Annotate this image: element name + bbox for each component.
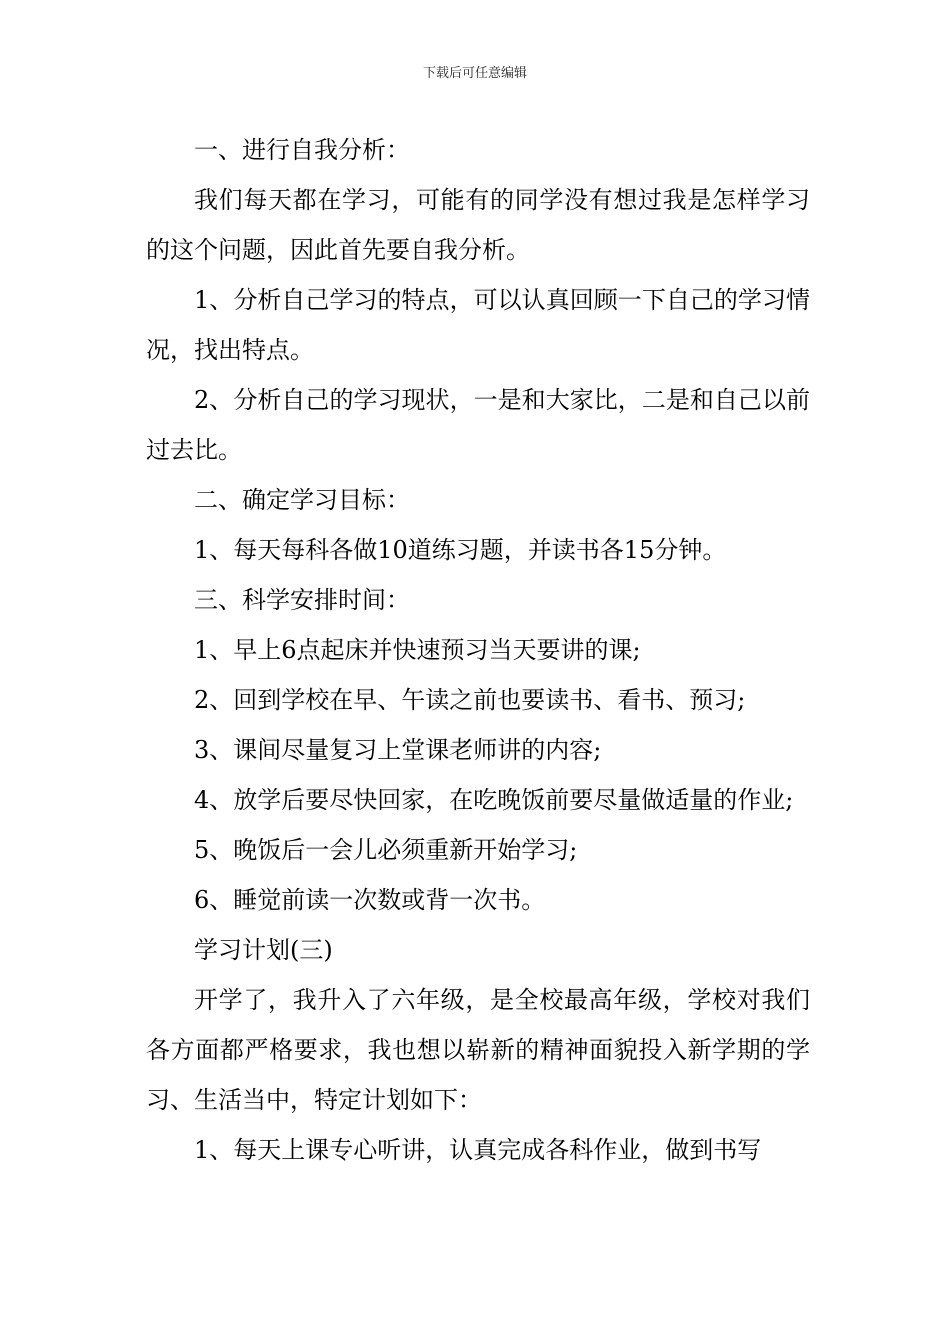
list-item: 1、每天每科各做10道练习题，并读书各15分钟。 [194,536,727,564]
document-body [146,125,810,1175]
list-item: 2、分析自己的学习现状，一是和大家比，二是和自己以前过去比。 [146,386,810,464]
list-item: 6、睡觉前读一次数或背一次书。 [194,886,546,914]
list-item: 5、晚饭后一会儿必须重新开始学习; [194,836,578,864]
section-heading-goals: 二、确定学习目标： [194,486,410,514]
paragraph: 我们每天都在学习，可能有的同学没有想过我是怎样学习的这个问题，因此首先要自我分析。 [146,186,810,264]
paragraph: 开学了，我升入了六年级，是全校最高年级，学校对我们各方面都严格要求，我也想以崭新的精神面貌投入新学期的学习、生活当中，特定计划如下： [146,986,810,1114]
list-item: 4、放学后要尽快回家，在吃晚饭前要尽量做适量的作业; [194,786,794,814]
list-item: 1、早上6点起床并快速预习当天要讲的课; [194,636,641,664]
list-item: 1、分析自己学习的特点，可以认真回顾一下自己的学习情况，找出特点。 [146,286,810,364]
page-header-note: 下载后可任意编辑 [422,66,527,81]
list-item: 3、课间尽量复习上堂课老师讲的内容; [194,736,602,764]
section-heading-self-analysis: 一、进行自我分析： [194,136,410,164]
list-item: 1、每天上课专心听讲，认真完成各科作业，做到书写 [194,1136,762,1164]
section-title-plan-three: 学习计划(三) [194,936,333,964]
list-item: 2、回到学校在早、午读之前也要读书、看书、预习; [194,686,746,714]
section-heading-schedule: 三、科学安排时间： [194,586,410,614]
